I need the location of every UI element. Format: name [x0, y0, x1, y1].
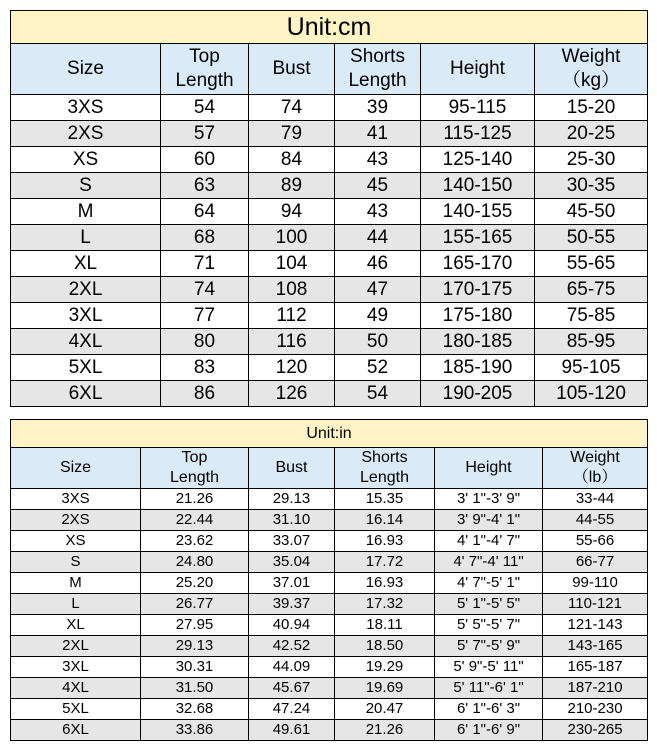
- cell-height: 6' 1"-6' 9": [435, 720, 543, 741]
- unit-title-cm: Unit:cm: [11, 11, 648, 44]
- cell-bust: 47.24: [249, 699, 335, 720]
- cell-weight: 165-187: [543, 657, 648, 678]
- cell-bust: 37.01: [249, 573, 335, 594]
- cell-height: 5' 1"-5' 5": [435, 594, 543, 615]
- cell-bust: 42.52: [249, 636, 335, 657]
- cell-bust: 40.94: [249, 615, 335, 636]
- cell-shorts-length: 17.32: [335, 594, 435, 615]
- cell-size: 2XS: [11, 510, 141, 531]
- header-bust: Bust: [249, 44, 335, 95]
- table-row: [11, 678, 648, 699]
- cell-size: XS: [11, 531, 141, 552]
- cell-top-length: 31.50: [141, 678, 249, 699]
- cell-bust: 89: [249, 173, 335, 199]
- cell-weight: 50-55: [535, 225, 648, 251]
- table-row: [11, 720, 648, 741]
- cell-weight: 105-120: [535, 381, 648, 407]
- cell-height: 125-140: [421, 147, 535, 173]
- cell-weight: 121-143: [543, 615, 648, 636]
- cell-size: 6XL: [11, 720, 141, 741]
- header-top-length: Top Length: [141, 448, 249, 489]
- cell-shorts-length: 18.11: [335, 615, 435, 636]
- table-row: [11, 636, 648, 657]
- cell-height: 140-150: [421, 173, 535, 199]
- header-weight: Weight （kg）: [535, 44, 648, 95]
- cell-shorts-length: 20.47: [335, 699, 435, 720]
- cell-bust: 112: [249, 303, 335, 329]
- cell-weight: 45-50: [535, 199, 648, 225]
- table-row: [11, 121, 648, 147]
- cell-shorts-length: 46: [335, 251, 421, 277]
- cell-shorts-length: 44: [335, 225, 421, 251]
- cell-size: 2XL: [11, 636, 141, 657]
- cell-height: 175-180: [421, 303, 535, 329]
- cell-shorts-length: 16.93: [335, 531, 435, 552]
- cell-top-length: 71: [161, 251, 249, 277]
- cell-height: 170-175: [421, 277, 535, 303]
- cell-size: M: [11, 199, 161, 225]
- cell-shorts-length: 43: [335, 147, 421, 173]
- cell-weight: 75-85: [535, 303, 648, 329]
- cell-weight: 85-95: [535, 329, 648, 355]
- cell-height: 140-155: [421, 199, 535, 225]
- size-chart-cm: [10, 10, 648, 407]
- cell-height: 190-205: [421, 381, 535, 407]
- cell-weight: 95-105: [535, 355, 648, 381]
- cell-height: 180-185: [421, 329, 535, 355]
- cell-weight: 55-66: [543, 531, 648, 552]
- size-chart-in: [10, 419, 648, 741]
- cell-height: 115-125: [421, 121, 535, 147]
- table-row: [11, 225, 648, 251]
- cell-size: M: [11, 573, 141, 594]
- table-row: [11, 173, 648, 199]
- cell-top-length: 83: [161, 355, 249, 381]
- cell-weight: 33-44: [543, 489, 648, 510]
- cell-height: 165-170: [421, 251, 535, 277]
- cell-height: 5' 7"-5' 9": [435, 636, 543, 657]
- table-row: [11, 510, 648, 531]
- cell-top-length: 22.44: [141, 510, 249, 531]
- cell-size: 4XL: [11, 678, 141, 699]
- cell-top-length: 80: [161, 329, 249, 355]
- cell-shorts-length: 16.14: [335, 510, 435, 531]
- table-row: [11, 277, 648, 303]
- cell-size: 2XS: [11, 121, 161, 147]
- header-height: Height: [421, 44, 535, 95]
- table-title-row: [11, 11, 648, 44]
- table-row: [11, 657, 648, 678]
- header-shorts-length: Shorts Length: [335, 448, 435, 489]
- cell-bust: 29.13: [249, 489, 335, 510]
- table-row: [11, 199, 648, 225]
- table-row: [11, 489, 648, 510]
- cell-size: 5XL: [11, 355, 161, 381]
- cell-bust: 84: [249, 147, 335, 173]
- cell-height: 4' 7"-5' 1": [435, 573, 543, 594]
- cell-height: 155-165: [421, 225, 535, 251]
- cell-shorts-length: 18.50: [335, 636, 435, 657]
- cm-table-body: [11, 95, 648, 407]
- cell-shorts-length: 16.93: [335, 573, 435, 594]
- cell-top-length: 60: [161, 147, 249, 173]
- cell-weight: 230-265: [543, 720, 648, 741]
- cell-size: L: [11, 594, 141, 615]
- cell-bust: 120: [249, 355, 335, 381]
- cell-shorts-length: 19.69: [335, 678, 435, 699]
- cell-size: XS: [11, 147, 161, 173]
- cell-shorts-length: 50: [335, 329, 421, 355]
- table-header-row: [11, 448, 648, 489]
- cell-shorts-length: 47: [335, 277, 421, 303]
- cell-height: 5' 9"-5' 11": [435, 657, 543, 678]
- table-row: [11, 552, 648, 573]
- cell-shorts-length: 54: [335, 381, 421, 407]
- table-row: [11, 329, 648, 355]
- cell-weight: 25-30: [535, 147, 648, 173]
- cell-weight: 143-165: [543, 636, 648, 657]
- cell-height: 5' 11"-6' 1": [435, 678, 543, 699]
- cell-top-length: 23.62: [141, 531, 249, 552]
- cell-weight: 44-55: [543, 510, 648, 531]
- table-row: [11, 355, 648, 381]
- cell-top-length: 25.20: [141, 573, 249, 594]
- header-height: Height: [435, 448, 543, 489]
- cell-size: S: [11, 552, 141, 573]
- table-header-row: [11, 44, 648, 95]
- table-row: [11, 303, 648, 329]
- cell-bust: 35.04: [249, 552, 335, 573]
- cell-size: XL: [11, 615, 141, 636]
- cell-weight: 110-121: [543, 594, 648, 615]
- table-row: [11, 573, 648, 594]
- cell-shorts-length: 17.72: [335, 552, 435, 573]
- cell-bust: 116: [249, 329, 335, 355]
- cell-top-length: 74: [161, 277, 249, 303]
- cell-size: 5XL: [11, 699, 141, 720]
- table-row: [11, 251, 648, 277]
- cell-bust: 94: [249, 199, 335, 225]
- cell-height: 4' 7"-4' 11": [435, 552, 543, 573]
- cell-top-length: 30.31: [141, 657, 249, 678]
- cell-weight: 210-230: [543, 699, 648, 720]
- cell-top-length: 24.80: [141, 552, 249, 573]
- cell-size: 3XL: [11, 303, 161, 329]
- cell-size: S: [11, 173, 161, 199]
- table-row: [11, 147, 648, 173]
- cell-top-length: 29.13: [141, 636, 249, 657]
- header-top-length: Top Length: [161, 44, 249, 95]
- cell-shorts-length: 52: [335, 355, 421, 381]
- header-weight: Weight （lb）: [543, 448, 648, 489]
- table-row: [11, 699, 648, 720]
- cell-size: 4XL: [11, 329, 161, 355]
- cell-top-length: 64: [161, 199, 249, 225]
- cell-top-length: 26.77: [141, 594, 249, 615]
- cell-height: 5' 5"-5' 7": [435, 615, 543, 636]
- table-row: [11, 594, 648, 615]
- cell-size: L: [11, 225, 161, 251]
- cell-weight: 30-35: [535, 173, 648, 199]
- cell-weight: 65-75: [535, 277, 648, 303]
- header-size: Size: [11, 44, 161, 95]
- table-title-row: [11, 420, 648, 448]
- cell-size: 2XL: [11, 277, 161, 303]
- cell-bust: 39.37: [249, 594, 335, 615]
- cell-shorts-length: 41: [335, 121, 421, 147]
- cell-weight: 55-65: [535, 251, 648, 277]
- header-bust: Bust: [249, 448, 335, 489]
- header-shorts-length: Shorts Length: [335, 44, 421, 95]
- cell-height: 185-190: [421, 355, 535, 381]
- cell-bust: 44.09: [249, 657, 335, 678]
- cell-bust: 31.10: [249, 510, 335, 531]
- cell-top-length: 27.95: [141, 615, 249, 636]
- cell-shorts-length: 49: [335, 303, 421, 329]
- cell-height: 3' 9"-4' 1": [435, 510, 543, 531]
- cell-bust: 79: [249, 121, 335, 147]
- cell-size: 3XS: [11, 95, 161, 121]
- cell-top-length: 21.26: [141, 489, 249, 510]
- cell-top-length: 32.68: [141, 699, 249, 720]
- cell-bust: 74: [249, 95, 335, 121]
- table-row: [11, 531, 648, 552]
- cell-size: 6XL: [11, 381, 161, 407]
- cell-shorts-length: 19.29: [335, 657, 435, 678]
- cell-bust: 45.67: [249, 678, 335, 699]
- cell-weight: 99-110: [543, 573, 648, 594]
- cell-bust: 33.07: [249, 531, 335, 552]
- unit-title-in: Unit:in: [11, 420, 648, 448]
- cell-height: 6' 1"-6' 3": [435, 699, 543, 720]
- cell-shorts-length: 45: [335, 173, 421, 199]
- cell-weight: 20-25: [535, 121, 648, 147]
- cell-height: 95-115: [421, 95, 535, 121]
- cell-height: 4' 1"-4' 7": [435, 531, 543, 552]
- cell-bust: 100: [249, 225, 335, 251]
- in-table-body: [11, 489, 648, 741]
- cell-size: 3XL: [11, 657, 141, 678]
- cell-size: 3XS: [11, 489, 141, 510]
- table-row: [11, 381, 648, 407]
- cell-bust: 108: [249, 277, 335, 303]
- table-row: [11, 95, 648, 121]
- cell-top-length: 57: [161, 121, 249, 147]
- cell-shorts-length: 39: [335, 95, 421, 121]
- cell-weight: 187-210: [543, 678, 648, 699]
- cell-top-length: 33.86: [141, 720, 249, 741]
- cell-shorts-length: 21.26: [335, 720, 435, 741]
- cell-top-length: 68: [161, 225, 249, 251]
- cell-bust: 126: [249, 381, 335, 407]
- table-row: [11, 615, 648, 636]
- cell-height: 3' 1"-3' 9": [435, 489, 543, 510]
- cell-shorts-length: 43: [335, 199, 421, 225]
- cell-weight: 15-20: [535, 95, 648, 121]
- cell-top-length: 63: [161, 173, 249, 199]
- header-size: Size: [11, 448, 141, 489]
- cell-top-length: 54: [161, 95, 249, 121]
- cell-bust: 104: [249, 251, 335, 277]
- cell-size: XL: [11, 251, 161, 277]
- cell-top-length: 86: [161, 381, 249, 407]
- cell-bust: 49.61: [249, 720, 335, 741]
- cell-top-length: 77: [161, 303, 249, 329]
- cell-weight: 66-77: [543, 552, 648, 573]
- cell-shorts-length: 15.35: [335, 489, 435, 510]
